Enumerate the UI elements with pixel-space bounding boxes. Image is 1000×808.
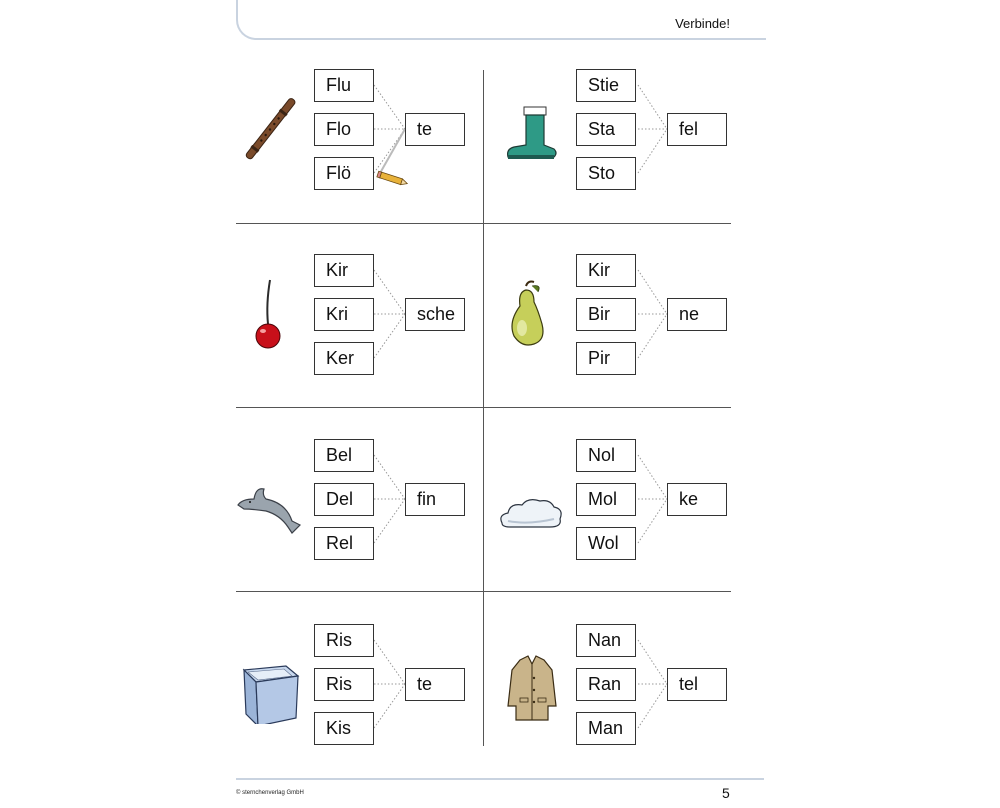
syllable-box[interactable]: Ker [314, 342, 374, 375]
syllable-box[interactable]: Kis [314, 712, 374, 745]
footer-divider [236, 778, 764, 780]
syllable-box[interactable]: Ris [314, 668, 374, 701]
syllable-box[interactable]: Pir [576, 342, 636, 375]
ending-box[interactable]: fin [405, 483, 465, 516]
syllable-box[interactable]: Ran [576, 668, 636, 701]
page-title: Verbinde! [675, 16, 730, 31]
syllable-box[interactable]: Ris [314, 624, 374, 657]
exercise-pear [498, 254, 745, 438]
flute-icon [236, 89, 306, 169]
cherry-icon [236, 274, 306, 354]
ending-box[interactable]: sche [405, 298, 465, 331]
boot-icon [498, 89, 568, 169]
dolphin-icon [236, 459, 306, 539]
syllable-box[interactable]: Sta [576, 113, 636, 146]
syllable-box[interactable]: Nan [576, 624, 636, 657]
box-icon [236, 644, 306, 724]
ending-box[interactable]: te [405, 113, 465, 146]
syllable-box[interactable]: Del [314, 483, 374, 516]
syllable-box[interactable]: Rel [314, 527, 374, 560]
exercise-cherry [236, 254, 483, 438]
syllable-box[interactable]: Stie [576, 69, 636, 102]
syllable-box[interactable]: Man [576, 712, 636, 745]
exercise-flute [236, 69, 483, 253]
copyright-text: © sternchenverlag GmbH [236, 790, 304, 796]
syllable-box[interactable]: Nol [576, 439, 636, 472]
ending-box[interactable]: te [405, 668, 465, 701]
page-number: 5 [722, 785, 730, 801]
syllable-box[interactable]: Wol [576, 527, 636, 560]
syllable-box[interactable]: Mol [576, 483, 636, 516]
ending-box[interactable]: fel [667, 113, 727, 146]
pear-icon [498, 274, 568, 354]
grid-divider-vertical [483, 70, 484, 746]
syllable-box[interactable]: Sto [576, 157, 636, 190]
syllable-box[interactable]: Bel [314, 439, 374, 472]
ending-box[interactable]: ke [667, 483, 727, 516]
syllable-box[interactable]: Kir [576, 254, 636, 287]
ending-box[interactable]: ne [667, 298, 727, 331]
exercise-boot [498, 69, 745, 253]
syllable-box[interactable]: Flo [314, 113, 374, 146]
exercise-cloud [498, 439, 745, 623]
syllable-box[interactable]: Kri [314, 298, 374, 331]
syllable-box[interactable]: Bir [576, 298, 636, 331]
ending-box[interactable]: tel [667, 668, 727, 701]
pencil-icon [376, 169, 410, 189]
exercise-dolphin [236, 439, 483, 623]
exercise-coat [498, 624, 745, 808]
syllable-box[interactable]: Flu [314, 69, 374, 102]
exercise-box [236, 624, 483, 808]
syllable-box[interactable]: Kir [314, 254, 374, 287]
coat-icon [498, 644, 568, 724]
cloud-icon [498, 459, 568, 539]
syllable-box[interactable]: Flö [314, 157, 374, 190]
